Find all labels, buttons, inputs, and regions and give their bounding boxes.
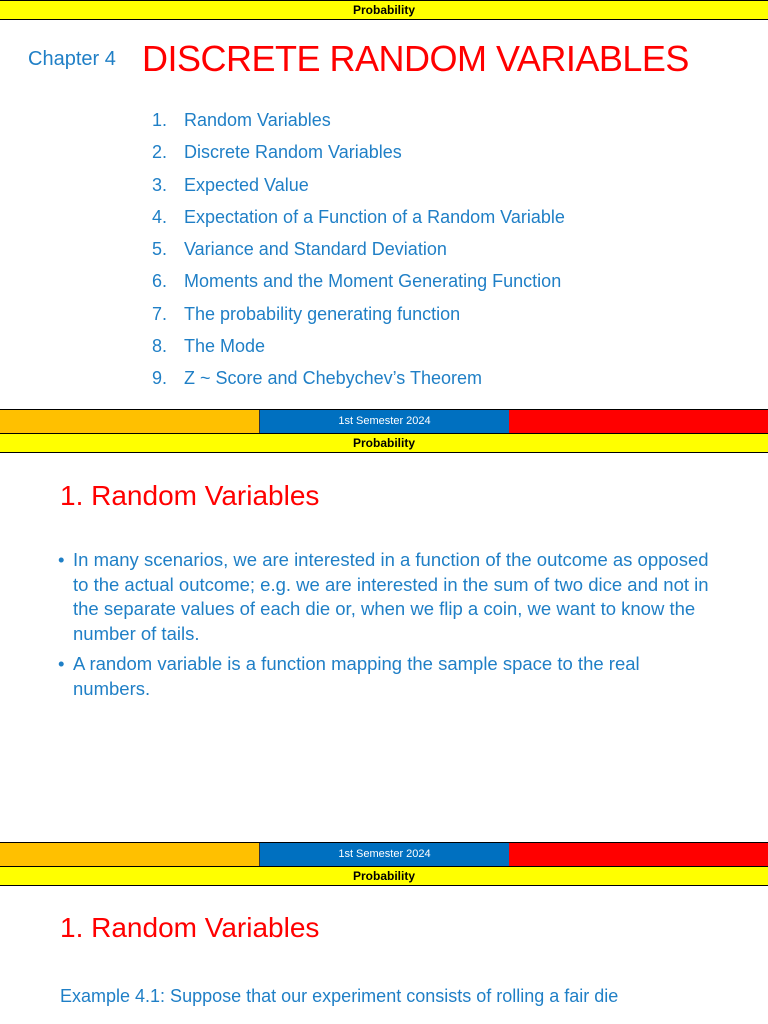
- footer-red-segment: [509, 843, 768, 866]
- toc-item: [152, 136, 565, 168]
- bullet-item: [58, 548, 718, 646]
- toc-item: [152, 169, 565, 201]
- slide1-footer-bar: [0, 409, 768, 433]
- header-title: Probability: [352, 436, 415, 450]
- toc-text: Moments and the Moment Generating Function: [184, 271, 562, 292]
- footer-orange-segment: [0, 410, 260, 433]
- toc-number: 4.: [152, 206, 168, 227]
- toc-number: 1.: [152, 110, 168, 130]
- toc-text: Z ~ Score and Chebychev’s Theorem: [184, 368, 482, 389]
- slide2-header-bar: [0, 433, 768, 453]
- footer-semester: 1st Semester 2024: [260, 843, 509, 866]
- toc-number: 5.: [152, 239, 168, 260]
- bullet-item: [58, 652, 718, 701]
- toc-text: Discrete Random Variables: [184, 142, 402, 163]
- bullet-text: A random variable is a function mapping the sample space to the real numbers.: [73, 653, 640, 699]
- bullet-text: In many scenarios, we are interested in a function of the outcome as opposed to the actual outcome; e.g. we are interested in the sum of two dice and not in the separate values of each die or, when we flip a coin, we want to know the number of tails.: [73, 549, 709, 644]
- toc-text: The probability generating function: [184, 303, 461, 324]
- section-title: 1. Random Variables: [60, 480, 320, 511]
- toc-text: Random Variables: [184, 110, 331, 130]
- slide2-footer-bar: [0, 842, 768, 866]
- toc-number: 2.: [152, 142, 168, 163]
- slide3-header-bar: [0, 866, 768, 886]
- toc-number: 3.: [152, 174, 168, 195]
- bullet-dot-icon: •: [58, 549, 65, 570]
- toc-item: [152, 265, 565, 297]
- example-text: Example 4.1: Suppose that our experiment consists of rolling a fair die: [60, 986, 619, 1006]
- toc-item: [152, 362, 565, 394]
- toc-text: The Mode: [184, 336, 266, 357]
- toc-number: 8.: [152, 336, 168, 357]
- toc-number: 6.: [152, 271, 168, 292]
- toc-item: [152, 201, 565, 233]
- toc-text: Expectation of a Function of a Random Variable: [184, 206, 565, 227]
- bullet-list: [58, 548, 718, 707]
- header-title: Probability: [352, 869, 415, 883]
- chapter-label: Chapter 4: [28, 48, 116, 70]
- footer-red-segment: [509, 410, 768, 433]
- toc-number: 9.: [152, 368, 168, 389]
- toc-item: [152, 330, 565, 362]
- header-title: Probability: [352, 3, 415, 17]
- toc-item: [152, 298, 565, 330]
- bullet-dot-icon: •: [58, 653, 65, 674]
- footer-semester: 1st Semester 2024: [260, 410, 509, 433]
- chapter-title: DISCRETE RANDOM VARIABLES: [142, 38, 689, 79]
- toc-text: Variance and Standard Deviation: [184, 239, 447, 260]
- toc-text: Expected Value: [184, 174, 309, 195]
- toc-item: [152, 233, 565, 265]
- table-of-contents: [152, 104, 565, 395]
- toc-number: 7.: [152, 303, 168, 324]
- toc-item: [152, 104, 565, 136]
- section-title: 1. Random Variables: [60, 912, 320, 943]
- footer-orange-segment: [0, 843, 260, 866]
- slide1-header-bar: [0, 0, 768, 20]
